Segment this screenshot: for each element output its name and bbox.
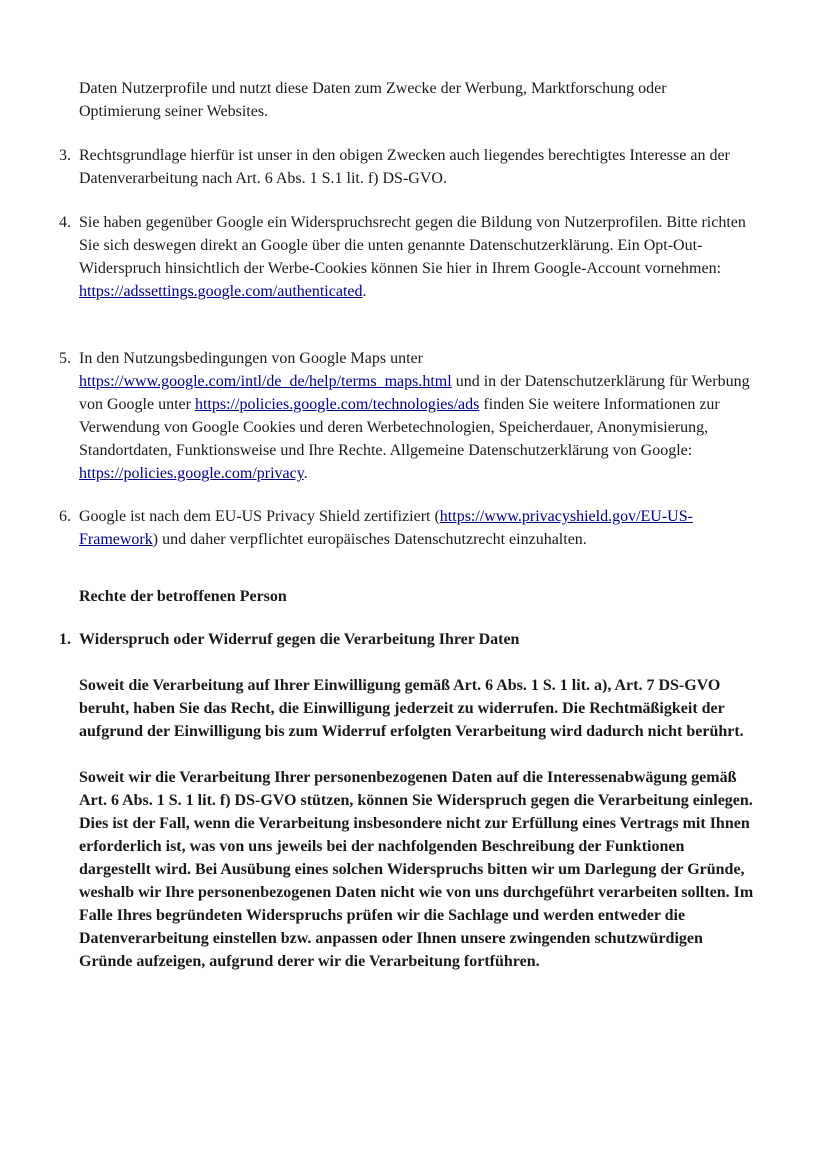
privacy-link[interactable]: https://policies.google.com/privacy bbox=[79, 465, 304, 482]
rights-item-1-paragraph-2: Soweit wir die Verarbeitung Ihrer personenbezogenen Daten auf die Interessenabwägung gemäß Art. 6 Abs. 1 S. 1 lit. f) DS-GVO stützen, können Sie Widerspruch gegen die Verarbeitung einlegen. Dies ist der Fall, wenn die Verarbeitung insbesondere nicht zur Erfüllung eines Vertrags mit Ihnen erforderlich ist, was von uns jeweils bei der nachfolgenden Beschreibung der Funktionen dargestellt wird. Bei Ausübung eines solchen Widerspruchs bitten wir um Darlegung der Gründe, weshalb wir Ihre personenbezogenen Daten nicht wie von uns durchgeführt verarbeiten sollten. Im Falle Ihres begründeten Widerspruchs prüfen wir die Sachlage und werden entweder die Datenverarbeitung einstellen bzw. anpassen oder Ihnen unsere zwingenden schutzwürdigen Gründe aufzeigen, aufgrund derer wir die Verarbeitung fortführen. bbox=[79, 769, 754, 970]
list-item-3-text: Rechtsgrundlage hierfür ist unser in den obigen Zwecken auch liegendes berechtigtes Interesse an der Datenverarbeitung nach Art. 6 Abs. 1 S.1 lit. f) DS-GVO. bbox=[79, 147, 730, 187]
technologies-ads-link[interactable]: https://policies.google.com/technologies/ads bbox=[194, 396, 480, 413]
intro-line-2: Optimierung seiner Websites. bbox=[79, 103, 269, 120]
list-number-3: 3. bbox=[59, 147, 71, 164]
list-item-5-text-2: und in der Datenschutzerklärung für Werbung von Google unter bbox=[79, 373, 750, 413]
rights-item-1 bbox=[59, 628, 759, 973]
list-item-6-text-1: Google ist nach dem EU-US Privacy Shield zertifiziert ( bbox=[79, 508, 440, 525]
rights-item-1-paragraph-1: Soweit die Verarbeitung auf Ihrer Einwilligung gemäß Art. 6 Abs. 1 S. 1 lit. a), Art. 7 DS-GVO beruht, haben Sie das Recht, die Einwilligung jederzeit zu widerrufen. Die Rechtmäßigkeit der aufgrund der Einwilligung bis zum Widerruf erfolgten Verarbeitung wird dadurch nicht berührt. bbox=[79, 677, 744, 740]
list-number-6: 6. bbox=[59, 508, 71, 525]
list-number-5: 5. bbox=[59, 350, 71, 367]
adssettings-link[interactable]: https://adssettings.google.com/authenticated bbox=[79, 283, 363, 300]
list-item-6-text bbox=[79, 505, 759, 551]
list-item-4-period: . bbox=[362, 283, 367, 300]
section-heading-text: Rechte der betroffenen Person bbox=[79, 588, 287, 605]
intro-line-1: Daten Nutzerprofile und nutzt diese Daten zum Zwecke der Werbung, Marktforschung oder bbox=[79, 80, 667, 97]
list-item-4 bbox=[59, 211, 759, 303]
list-number-4: 4. bbox=[59, 214, 71, 231]
terms-maps-link[interactable]: https://www.google.com/intl/de_de/help/terms_maps.html bbox=[79, 373, 452, 390]
list-item-5-text-4: . bbox=[303, 465, 308, 482]
rights-item-1-title: Widerspruch oder Widerruf gegen die Verarbeitung Ihrer Daten bbox=[79, 631, 520, 648]
list-item-6-text-2: ) und daher verpflichtet europäisches Datenschutzrecht einzuhalten. bbox=[152, 531, 587, 548]
intro-paragraph bbox=[79, 77, 759, 123]
list-item-4-text: Sie haben gegenüber Google ein Widerspruchsrecht gegen die Bildung von Nutzerprofilen. Bitte richten Sie sich deswegen direkt an Google über die unten genannte Datenschutzerklärung. Ein Opt-Out-Widerspruch hinsichtlich der Werbe-Cookies können Sie hier in Ihrem Google-Account vornehmen: bbox=[79, 214, 746, 277]
section-heading bbox=[79, 585, 759, 608]
privacyshield-link[interactable]: https://www.privacyshield.gov/EU-US-Framework bbox=[79, 508, 693, 548]
list-item-5-text bbox=[79, 370, 759, 485]
list-item-5 bbox=[59, 347, 759, 485]
list-item-4-link-line bbox=[79, 280, 759, 303]
list-item-5-text-3: finden Sie weitere Informationen zur Verwendung von Google Cookies und deren Werbetechnologien, Speicherdauer, Anonymisierung, Standortdaten, Funktionsweise und Ihre Rechte. Allgemeine Datenschutzerklärung von Google: bbox=[79, 396, 720, 459]
list-item-6 bbox=[59, 505, 759, 551]
list-item-5-intro: In den Nutzungsbedingungen von Google Maps unter bbox=[79, 350, 423, 367]
list-item-3 bbox=[59, 144, 759, 190]
rights-number-1: 1. bbox=[59, 631, 71, 648]
